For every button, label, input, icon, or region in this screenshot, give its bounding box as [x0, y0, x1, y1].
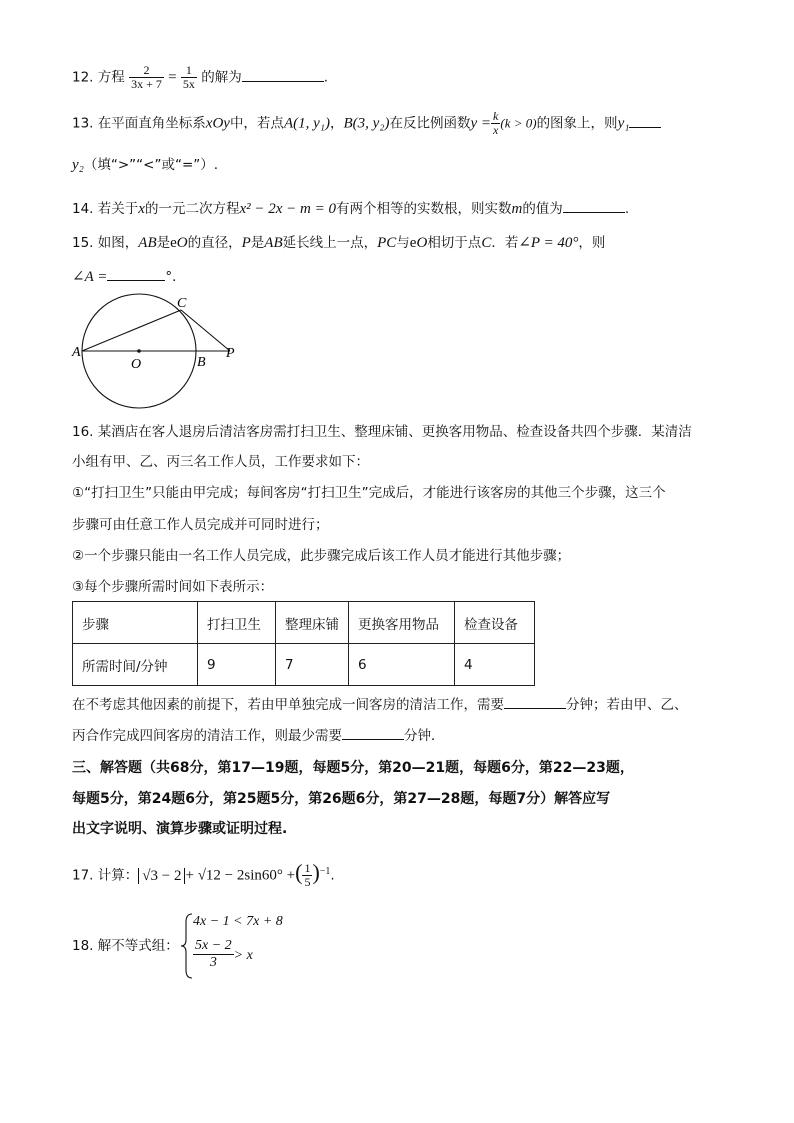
math-function: y =	[470, 115, 492, 132]
label-p: P	[226, 346, 235, 361]
question-text: 在反比例函数	[389, 115, 471, 132]
question-text: 是	[156, 235, 171, 251]
question-text: 方程	[97, 69, 125, 86]
fraction-k-over-x	[491, 110, 500, 137]
steps-time-table	[72, 601, 535, 686]
table-cell: 9	[198, 644, 276, 686]
question-number: 14.	[72, 201, 94, 217]
question-text: 的解为	[201, 69, 242, 86]
question-text: （填“>”“<”或“=”）.	[83, 157, 219, 173]
inequality-relation: > x	[233, 948, 253, 963]
math-exponent: −1	[319, 866, 331, 877]
question-text: 延长线上一点，	[282, 235, 378, 251]
question-number: 13.	[72, 115, 94, 132]
math-m: m	[511, 201, 523, 217]
math-point-a: A(1, y₁)	[283, 115, 330, 132]
label-b: B	[197, 355, 206, 370]
question-text: ，则	[578, 235, 606, 251]
system-brace	[180, 912, 194, 980]
question-text: 计算：	[97, 867, 139, 884]
table-header-cell: 步骤	[73, 602, 198, 644]
answer-blank[interactable]	[504, 694, 566, 709]
circle-symbol: e	[170, 235, 177, 251]
fraction-numerator: 2	[129, 64, 164, 78]
chord-ac	[82, 310, 181, 351]
question-16-ask-1	[72, 694, 688, 714]
question-text: 在不考虑其他因素的前提下，若由甲单独完成一间客房的清洁工作，需要	[72, 697, 504, 713]
math-xoy: xOy	[205, 115, 230, 132]
label-a: A	[72, 345, 81, 360]
question-16-line-2: 小组有甲、乙、丙三名工作人员，工作要求如下：	[72, 454, 369, 470]
period: .	[330, 867, 335, 884]
question-15	[72, 234, 605, 252]
math-point-b: B(3, y₂)	[343, 115, 390, 132]
question-text: 若关于	[97, 201, 139, 217]
question-16-rule-3: ③每个步骤所需时间如下表所示：	[72, 579, 274, 595]
circle-tangent-figure	[66, 292, 246, 412]
question-15-cont	[72, 266, 186, 286]
degree-unit: °．	[165, 269, 186, 285]
tangent-pc	[181, 310, 230, 351]
fraction-one-fifth	[302, 862, 312, 889]
answer-blank[interactable]	[342, 725, 404, 740]
math-c: C	[481, 235, 492, 251]
fraction-numerator: 1	[181, 64, 197, 78]
table-header-cell: 打扫卫生	[198, 602, 276, 644]
fraction-denominator: 5x	[182, 77, 195, 91]
answer-blank[interactable]	[242, 67, 324, 82]
question-16-rule-2: ②一个步骤只能由一名工作人员完成，此步骤完成后该工作人员才能进行其他步骤；	[72, 548, 571, 564]
math-y1: y₁	[617, 115, 630, 132]
math-x: x	[138, 201, 145, 217]
question-text: 有两个相等的实数根，则实数	[335, 201, 512, 217]
section-heading-line-2: 每题5分，第24题6分，第25题5分，第26题6分，第27—28题，每题7分）解答应写	[72, 791, 611, 807]
math-pc: PC	[377, 235, 397, 251]
fraction-denominator: 5	[304, 875, 311, 889]
question-text: 分钟；若由甲、乙、	[566, 697, 688, 713]
question-16-rule-1: ①“打扫卫生”只能由甲完成；每间客房“打扫卫生”完成后，才能进行该客房的其他三个步骤，这三个	[72, 485, 666, 501]
question-text: 的图象上，则	[536, 115, 618, 132]
math-ab: AB	[138, 235, 157, 251]
fraction-numerator: 5x − 2	[195, 938, 232, 953]
question-text: 中，若点	[229, 115, 284, 132]
table-cell: 所需时间/分钟	[73, 644, 198, 686]
question-13	[72, 110, 661, 137]
table-header-cell: 更换客用物品	[349, 602, 455, 644]
question-text: 的直径，	[187, 235, 242, 251]
label-o: O	[131, 357, 142, 372]
fraction-inequality	[193, 938, 234, 971]
question-text: 解不等式组：	[97, 938, 179, 954]
question-number: 17.	[72, 867, 94, 884]
fraction-denominator: 3	[209, 955, 217, 970]
question-18	[72, 937, 179, 955]
question-text: ．若	[491, 235, 519, 251]
fraction-numerator: 1	[304, 861, 311, 875]
comma: ，	[329, 115, 344, 132]
answer-blank[interactable]	[629, 113, 661, 128]
math-y2: y₂	[72, 157, 84, 173]
question-text: 丙合作完成四间客房的清洁工作，则最少需要	[72, 728, 342, 744]
math-angle-p: ∠P = 40°	[518, 235, 579, 251]
question-text: 相切于点	[427, 235, 482, 251]
fraction-denominator: 3x + 7	[131, 77, 162, 91]
answer-blank[interactable]	[563, 198, 625, 213]
fraction-left	[129, 64, 164, 91]
table-row	[73, 602, 535, 644]
inequality-2	[193, 938, 253, 971]
question-number: 12.	[72, 69, 94, 86]
label-c: C	[177, 296, 187, 311]
fraction-right	[181, 64, 197, 91]
fraction-numerator: k	[493, 109, 499, 123]
answer-blank[interactable]	[107, 266, 165, 281]
question-text: 的一元二次方程	[144, 201, 240, 217]
equals-sign: =	[168, 69, 177, 86]
question-text: 是	[250, 235, 265, 251]
table-cell: 7	[276, 644, 349, 686]
section-heading-line-3: 出文字说明、演算步骤或证明过程.	[72, 821, 288, 837]
fraction-denominator: x	[493, 123, 499, 137]
question-text: 与	[396, 235, 410, 251]
center-point	[137, 349, 141, 353]
math-ab: AB	[264, 235, 283, 251]
math-equation: x² − 2x − m = 0	[239, 201, 336, 217]
table-header-cell: 整理床铺	[276, 602, 349, 644]
inequality-1: 4x − 1 < 7x + 8	[193, 914, 283, 929]
question-text: 分钟．	[404, 728, 445, 744]
question-16-rule-1-cont: 步骤可由任意工作人员完成并可同时进行；	[72, 517, 329, 533]
math-expression: + √12 − 2sin60° +	[185, 867, 296, 884]
table-row	[73, 644, 535, 686]
question-number: 18.	[72, 938, 94, 954]
question-text: 在平面直角坐标系	[97, 115, 206, 132]
question-16-ask-2	[72, 725, 445, 745]
circle-symbol: e	[409, 235, 417, 251]
question-14	[72, 198, 629, 218]
period: .	[323, 69, 329, 86]
period: .	[624, 201, 630, 217]
table-cell: 4	[455, 644, 535, 686]
math-o: O	[416, 235, 428, 251]
math-absolute-value: √3 − 2	[138, 868, 185, 884]
math-condition: (k > 0)	[500, 115, 537, 131]
question-13-cont	[72, 156, 218, 174]
table-header-cell: 检查设备	[455, 602, 535, 644]
question-17: 17. 计算： √3 − 2 + √12 − 2sin60° +( $\frac{1}{5}$ )$^{-1}$.	[72, 859, 335, 889]
question-number: 15.	[72, 235, 94, 251]
math-angle-a: ∠A =	[72, 269, 108, 285]
question-text: 如图，	[97, 235, 139, 251]
section-heading-line-1: 三、解答题（共68分，第17—19题，每题5分，第20—21题，每题6分，第22—23题，	[72, 760, 634, 776]
question-16-line-1: 16. 某酒店在客人退房后清洁客房需打扫卫生、整理床铺、更换客用物品、检查设备共四个步骤．某清洁	[72, 424, 692, 440]
math-p: P	[241, 235, 251, 251]
question-text: 的值为	[522, 201, 563, 217]
table-cell: 6	[349, 644, 455, 686]
math-o: O	[176, 235, 188, 251]
question-12	[72, 64, 328, 91]
